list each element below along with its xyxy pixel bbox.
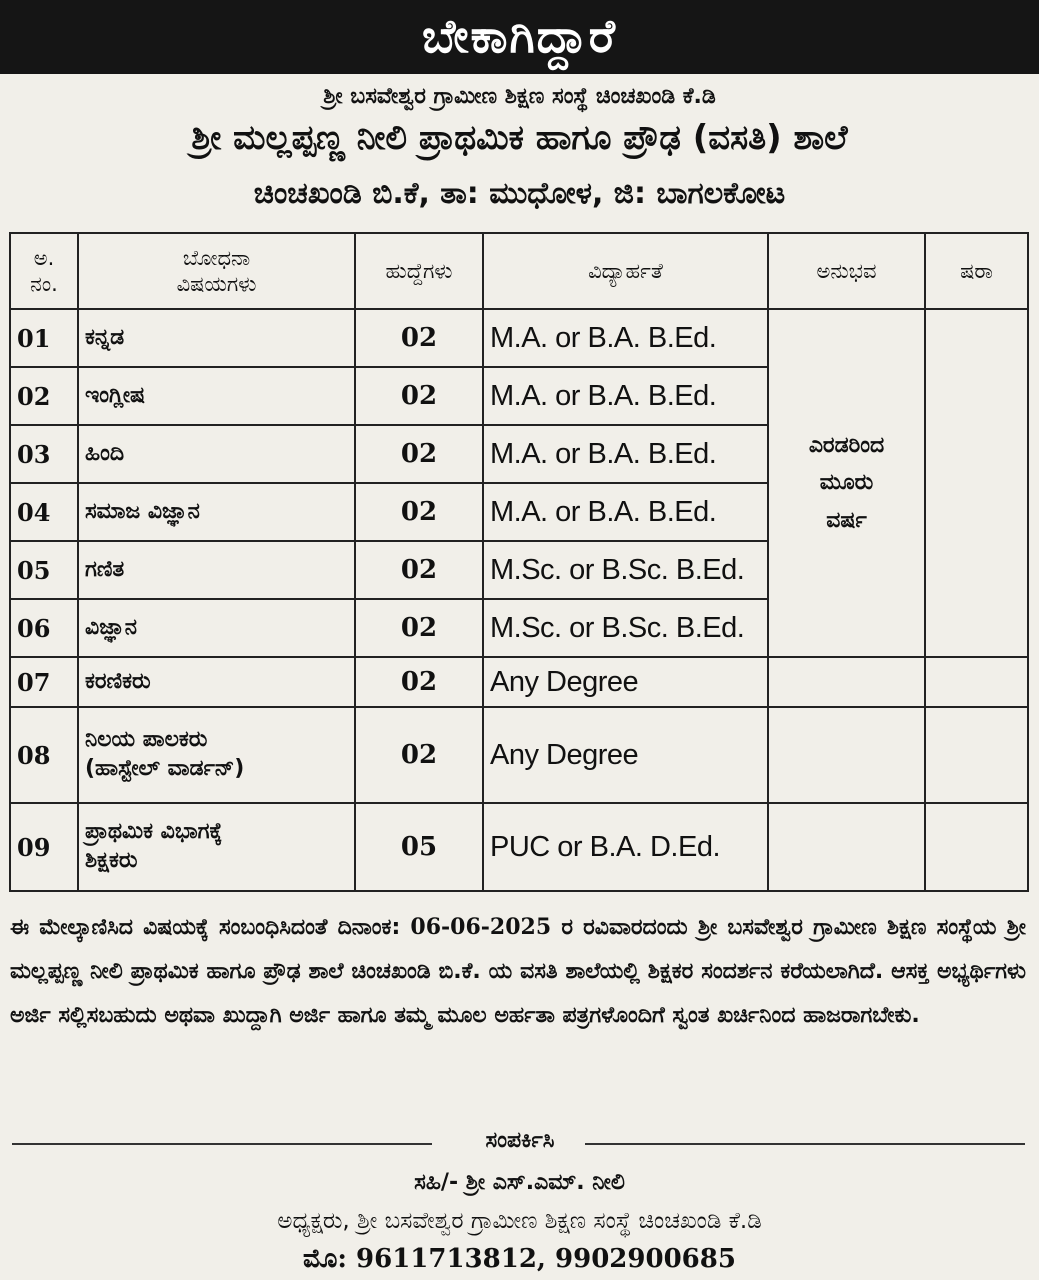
row-subject: ಪ್ರಾಥಮಿಕ ವಿಭಾಗಕ್ಕೆ ಶಿಕ್ಷಕರು [78, 803, 355, 891]
contact-phone: ಮೊ: 9611713812, 9902900685 [303, 1244, 736, 1274]
table-row [10, 707, 1028, 803]
header-experience: ಅನುಭವ [768, 233, 925, 309]
row-posts: 02 [355, 483, 483, 541]
row-qualification: M.A. or B.A. B.Ed. [483, 425, 768, 483]
row-subject: ಹಿಂದಿ [78, 425, 355, 483]
experience-empty [768, 803, 925, 891]
notice-paragraph [10, 905, 1026, 1038]
table-header-row [10, 233, 1028, 309]
trust-name: ಶ್ರೀ ಬಸವೇಶ್ವರ ಗ್ರಾಮೀಣ ಶಿಕ್ಷಣ ಸಂಸ್ಥೆ ಚಿಂಚಖಂಡಿ ಕೆ.ಡಿ [323, 84, 716, 109]
row-qualification: M.A. or B.A. B.Ed. [483, 483, 768, 541]
row-no: 08 [10, 707, 78, 803]
row-qualification: M.Sc. or B.Sc. B.Ed. [483, 541, 768, 599]
row-subject: ನಿಲಯ ಪಾಲಕರು (ಹಾಸ್ಟೇಲ್ ವಾರ್ಡನ್) [78, 707, 355, 803]
header-subject: ಬೋಧನಾ ವಿಷಯಗಳು [78, 233, 355, 309]
school-name: ಶ್ರೀ ಮಲ್ಲಪ್ಪಣ್ಣ ನೀಲಿ ಪ್ರಾಥಮಿಕ ಹಾಗೂ ಪ್ರೌಢ (ವಸತಿ) ಶಾಲೆ [191, 118, 848, 158]
row-no: 02 [10, 367, 78, 425]
row-no: 05 [10, 541, 78, 599]
divider-left [12, 1143, 432, 1145]
header-remarks: ಷರಾ [925, 233, 1028, 309]
row-no: 07 [10, 657, 78, 707]
row-qualification: PUC or B.A. D.Ed. [483, 803, 768, 891]
row-no: 03 [10, 425, 78, 483]
notice-after-date: ರ ರವಿವಾರದಂದು ಶ್ರೀ ಬಸವೇಶ್ವರ ಗ್ರಾಮೀಣ ಶಿಕ್ಷಣ ಸಂಸ್ಥೆಯ ಶ್ರೀ ಮಲ್ಲಪ್ಪಣ್ಣ ನೀಲಿ ಪ್ರಾಥಮಿಕ ಹಾಗೂ ಪ್ರೌಢ ಶಾಲೆ ಚಿಂಚಖಂಡಿ ಬಿ.ಕೆ. ಯ ವಸತಿ ಶಾಲೆಯಲ್ಲಿ ಶಿಕ್ಷಕರ ಸಂದರ್ಶನ ಕರೆಯಲಾಗಿದೆ. ಆಸಕ್ತ ಅಭ್ಯರ್ಥಿಗಳು ಅರ್ಜಿ ಸಲ್ಲಿಸಬಹುದು ಅಥವಾ ಖುದ್ದಾಗಿ ಅರ್ಜಿ ಹಾಗೂ ತಮ್ಮ ಮೂಲ ಅರ್ಹತಾ ಪತ್ರಗಳೊಂದಿಗೆ ಸ್ವಂತ ಖರ್ಚಿನಿಂದ ಹಾಜರಾಗಬೇಕು. [10, 915, 1026, 1028]
experience-cell: ಎರಡರಿಂದ ಮೂರು ವರ್ಷ [768, 309, 925, 657]
school-address: ಚಿಂಚಖಂಡಿ ಬಿ.ಕೆ, ತಾ: ಮುಧೋಳ, ಜಿ: ಬಾಗಲಕೋಟ [253, 176, 786, 211]
header-serial-no: ಅ. ನಂ. [10, 233, 78, 309]
banner-title: ಬೇಕಾಗಿದ್ದಾರೆ [0, 0, 1039, 74]
row-subject: ಕನ್ನಡ [78, 309, 355, 367]
row-subject: ಗಣಿತ [78, 541, 355, 599]
row-posts: 05 [355, 803, 483, 891]
vacancy-table [9, 232, 1029, 892]
row-posts: 02 [355, 309, 483, 367]
table-row [10, 309, 1028, 367]
row-no: 04 [10, 483, 78, 541]
experience-empty [768, 657, 925, 707]
notice-before-date: ಈ ಮೇಲ್ಕಾಣಿಸಿದ ವಿಷಯಕ್ಕೆ ಸಂಬಂಧಿಸಿದಂತೆ ದಿನಾಂಕ: [10, 915, 411, 940]
row-posts: 02 [355, 541, 483, 599]
row-posts: 02 [355, 707, 483, 803]
divider-right [585, 1143, 1025, 1145]
remarks-cell [925, 309, 1028, 657]
remarks-empty [925, 657, 1028, 707]
row-qualification: Any Degree [483, 657, 768, 707]
header-qualification: ವಿದ್ಯಾರ್ಹತೆ [483, 233, 768, 309]
notice-date: 06-06-2025 [410, 914, 552, 940]
table-row [10, 803, 1028, 891]
row-subject: ವಿಜ್ಞಾನ [78, 599, 355, 657]
signer-name: ಸಹಿ/- ಶ್ರೀ ಎಸ್.ಎಮ್. ನೀಲಿ [414, 1170, 625, 1195]
signer-office: ಅಧ್ಯಕ್ಷರು, ಶ್ರೀ ಬಸವೇಶ್ವರ ಗ್ರಾಮೀಣ ಶಿಕ್ಷಣ ಸಂಸ್ಥೆ ಚಿಂಚಖಂಡಿ ಕೆ.ಡಿ [277, 1208, 762, 1234]
row-posts: 02 [355, 657, 483, 707]
row-subject: ಇಂಗ್ಲೀಷ [78, 367, 355, 425]
row-qualification: M.A. or B.A. B.Ed. [483, 309, 768, 367]
table-row [10, 657, 1028, 707]
header-posts: ಹುದ್ದೆಗಳು [355, 233, 483, 309]
row-posts: 02 [355, 599, 483, 657]
row-qualification: M.Sc. or B.Sc. B.Ed. [483, 599, 768, 657]
row-subject: ಕರಣಿಕರು [78, 657, 355, 707]
contact-divider [0, 1128, 1039, 1158]
experience-empty [768, 707, 925, 803]
remarks-empty [925, 803, 1028, 891]
contact-label: ಸಂಪರ್ಕಿಸಿ [485, 1128, 555, 1153]
row-subject: ಸಮಾಜ ವಿಜ್ಞಾನ [78, 483, 355, 541]
row-qualification: M.A. or B.A. B.Ed. [483, 367, 768, 425]
row-qualification: Any Degree [483, 707, 768, 803]
row-posts: 02 [355, 367, 483, 425]
row-posts: 02 [355, 425, 483, 483]
row-no: 06 [10, 599, 78, 657]
remarks-empty [925, 707, 1028, 803]
row-no: 09 [10, 803, 78, 891]
row-no: 01 [10, 309, 78, 367]
